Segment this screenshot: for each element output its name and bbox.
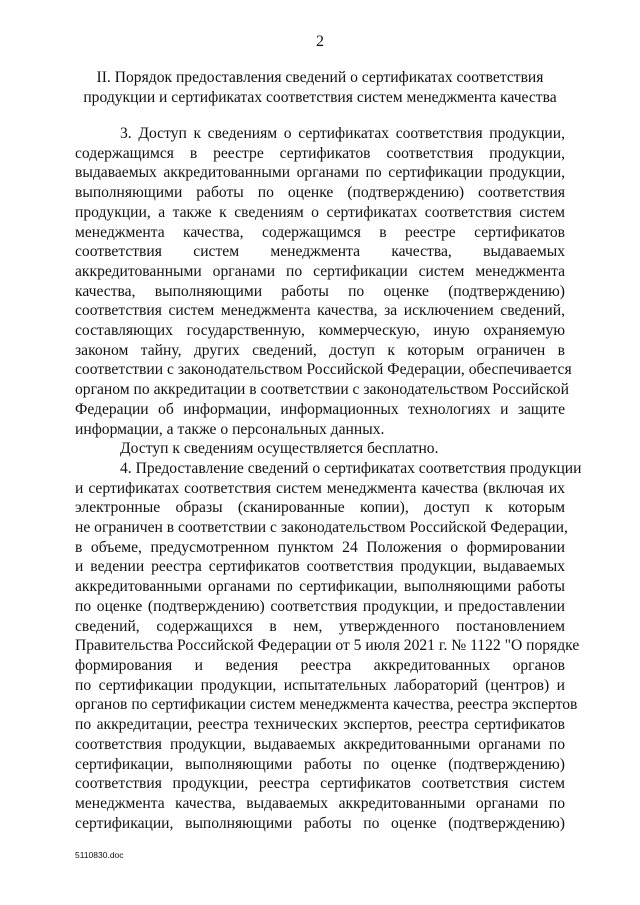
text-line: выдаваемых аккредитованными органами по сертификации продукции, [75,164,565,182]
text-line: законом тайну, других сведений, доступ к которым ограничен в [75,341,565,359]
text-line: органом по аккредитации в соответствии с законодательством Российской [75,381,569,399]
text-line: Доступ к сведениям осуществляется бесплатно. [120,440,439,458]
document-body [75,124,582,833]
text-line: соответствия продукции, реестра сертификатов соответствия систем [75,775,565,793]
text-line: по аккредитации, реестра технических экспертов, реестра сертификатов [75,716,565,734]
text-line: сертификации, выполняющими работы по оценке (подтверждению) [75,755,565,773]
text-line: соответствии с законодательством Российской Федерации, обеспечивается [75,361,572,379]
text-line: содержащимся в реестре сертификатов соответствия продукции, [75,144,565,162]
text-line: 4. Предоставление сведений о сертификатах соответствия продукции [120,459,582,477]
text-line: в объеме, предусмотренном пунктом 24 Положения о формировании [75,538,565,556]
paragraph-3 [75,124,572,439]
text-line: Федерации об информации, информационных технологиях и защите [75,400,565,418]
text-line: соответствия систем менеджмента качества, за исключением сведений, [75,302,565,320]
page-number: 2 [316,33,324,50]
paragraph-4 [75,459,582,833]
text-line: информации, а также о персональных данных. [75,420,385,438]
text-line: соответствия продукции, выдаваемых аккредитованными органами по [75,735,565,753]
text-line: аккредитованными органами по сертификации систем менеджмента [75,262,565,280]
text-line: не ограничен в соответствии с законодательством Российской Федерации, [75,519,568,537]
text-line: 3. Доступ к сведениям о сертификатах соответствия продукции, [120,125,565,142]
text-line: аккредитованными органами по сертификации, выполняющими работы [75,578,565,596]
paragraph-free-access [75,439,565,459]
text-line: качества, выполняющими работы по оценке (подтверждению) [75,282,565,300]
text-line: электронные образы (сканированные копии), доступ к которым [75,499,565,517]
text-line: менеджмента качества, выдаваемых аккредитованными органами по [75,794,565,812]
text-line: и сертификатах соответствия систем менеджмента качества (включая их [75,479,565,497]
text-line: по сертификации продукции, испытательных лабораторий (центров) и [75,676,565,694]
text-line: соответствия систем менеджмента качества, выдаваемых [75,243,565,261]
text-line: составляющих государственную, коммерческую, иную охраняемую [75,322,565,340]
text-line: сведений, содержащихся в нем, утвержденного постановлением [75,617,565,635]
text-line: и ведении реестра сертификатов соответствия продукции, выдаваемых [75,558,565,576]
text-line: формирования и ведения реестра аккредитованных органов [75,656,565,674]
text-line: сертификации, выполняющими работы по оценке (подтверждению) [75,814,565,832]
text-line: по оценке (подтверждению) соответствия продукции, и предоставлении [75,597,565,615]
text-line: выполняющими работы по оценке (подтверждению) соответствия [75,184,565,202]
section-heading [0,68,640,107]
text-line: менеджмента качества, содержащимся в реестре сертификатов [75,223,565,241]
text-line: органов по сертификации систем менеджмента качества, реестра экспертов [75,696,578,714]
footer-document-code: 5110830.doc [75,850,124,860]
section-heading-line: II. Порядок предоставления сведений о сертификатах соответствия [96,69,544,86]
text-line: продукции, а также к сведениям о сертификатах соответствия систем [75,203,565,221]
section-heading-line: продукции и сертификатах соответствия систем менеджмента качества [83,88,557,106]
text-line: Правительства Российской Федерации от 5 июля 2021 г. № 1122 "О порядке [75,637,580,655]
